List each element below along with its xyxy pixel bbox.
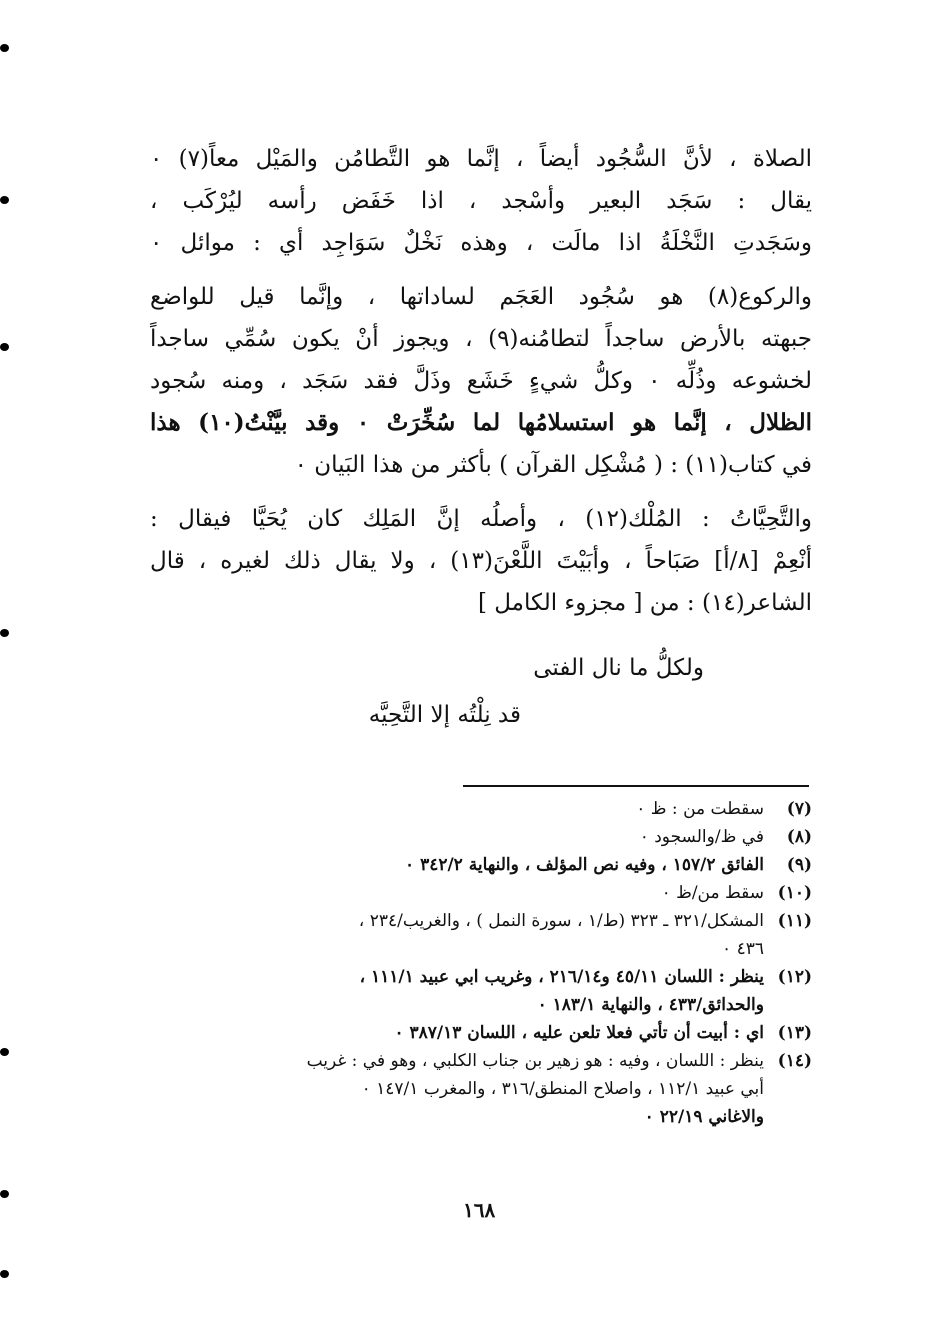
footnote-number: (١٠) [777,883,812,903]
footnote [160,1047,812,1075]
footnote-text: اي : أبيت أن تأتي فعلا تلعن عليه ، اللسان ٣٨٧/١٣ ٠ [394,1023,764,1043]
margin-mark [0,343,9,351]
body-line: والتَّحِيَّاتُ : المُلْك(١٢) ، وأصلُه إنَّ المَلِك كان يُحَيَّا فيقال : [150,506,812,532]
body-line: جبهته بالأرض ساجداً لتطامُنه(٩) ، ويجوز أنْ يكون سُمِّي ساجداً [150,326,812,352]
footnote-text: أبي عبيد ١١٢/١ ، واصلاح المنطق/٣١٦ ، والمغرب ١٤٧/١ ٠ [361,1079,764,1099]
body-line: والركوع(٨) هو سُجُود العَجَم لساداتها ، وإنَّما قيل للواضع [150,284,812,310]
footnote-number [764,1075,812,1103]
footnote [160,851,812,879]
body-line: الظلال ، إنَّما هو استسلامُها لما سُخِّرَتْ ٠ وقد بيَّنْتُ(١٠) هذا [150,409,813,436]
footnote-continuation [160,1075,812,1103]
margin-mark [0,1270,9,1278]
margin-mark [0,629,9,637]
footnote-text: ينظر : اللسان ، وفيه : هو زهير بن جناب الكلبي ، وهو في : غريب [306,1051,764,1071]
body-line: أنْعِمْ [٨/أ] صَبَاحاً ، وأبَيْتَ اللَّعْنَ(١٣) ، ولا يقال ذلك لغيره ، قال [150,548,813,574]
verse-line-2: قد نِلْتُه إلا التَّحِيَّه [368,702,521,728]
footnote-number [764,991,812,1019]
body-line: الصلاة ، لأنَّ السُّجُود أيضاً ، إنَّما هو التَّطامُن والمَيْل معاً(٧) ٠ [150,146,812,172]
footnote [160,963,812,991]
body-line: وسَجَدتِ النَّخْلَةُ اذا مالَت ، وهذه نَخْلٌ سَوَاجِد أي : موائل ٠ [150,230,812,256]
footnote-number: (١١) [777,911,812,931]
footnote-divider [463,785,809,787]
footnote-number: (١٢) [777,967,812,987]
footnote-text: في ظ/والسجود ٠ [639,827,764,847]
footnote-text: الفائق ١٥٧/٢ ، وفيه نص المؤلف ، والنهاية ٣٤٢/٢ ٠ [405,855,764,875]
footnote-continuation [160,991,812,1019]
footnote-text: والحدائق/٤٣٣ ، والنهاية ١٨٣/١ ٠ [537,995,764,1015]
footnote-number: (١٣) [777,1023,812,1043]
footnote-number: (٨) [786,827,812,847]
body-line: يقال : سَجَد البعير وأسْجد ، اذا خَفَض رأسه ليُرْكَب ، [150,188,812,214]
footnote [160,879,812,907]
body-line: في كتاب(١١) : ( مُشْكِل القرآن ) بأكثر من هذا البَيان ٠ [294,452,812,478]
margin-mark [0,44,9,52]
footnote-text: سقطت من : ظ ٠ [636,799,764,819]
main-text [150,138,812,624]
verse-line-1: ولكلُّ ما نال الفتى [533,655,704,681]
footnote-number: (٩) [786,855,812,875]
footnote-number [764,935,812,963]
footnotes [160,795,812,1131]
footnote [160,795,812,823]
footnote-continuation [160,935,812,963]
footnote-number: (٧) [786,799,812,819]
footnote-text: ينظر : اللسان ٤٥/١١ و٢١٦/١٤ ، وغريب ابي عبيد ١١١/١ ، [359,967,764,987]
footnote-number [764,1103,812,1131]
footnote [160,907,812,935]
footnote-text: والاغاني ٢٢/١٩ ٠ [644,1107,764,1127]
margin-mark [0,1048,9,1056]
footnote-text: سقط من/ظ ٠ [661,883,764,903]
body-line: لخشوعه وذُلِّه ٠ وكلُّ شيءٍ خَشَع وذَلَّ فقد سَجَد ، ومنه سُجود [150,368,813,394]
body-line: الشاعر(١٤) : من [ مجزوء الكامل ] [477,590,812,616]
footnote [160,1019,812,1047]
footnote-continuation [160,1103,812,1131]
footnote [160,823,812,851]
footnote-text: المشكل/٣٢١ ـ ٣٢٣ (ط/١ ، سورة النمل ) ، والغريب/٢٣٤ ، [358,911,764,931]
page-number: ١٦٨ [463,1198,496,1222]
margin-mark [0,196,9,204]
footnote-text: ٤٣٦ ٠ [722,939,764,959]
footnote-number: (١٤) [777,1051,812,1071]
margin-mark [0,1190,9,1198]
